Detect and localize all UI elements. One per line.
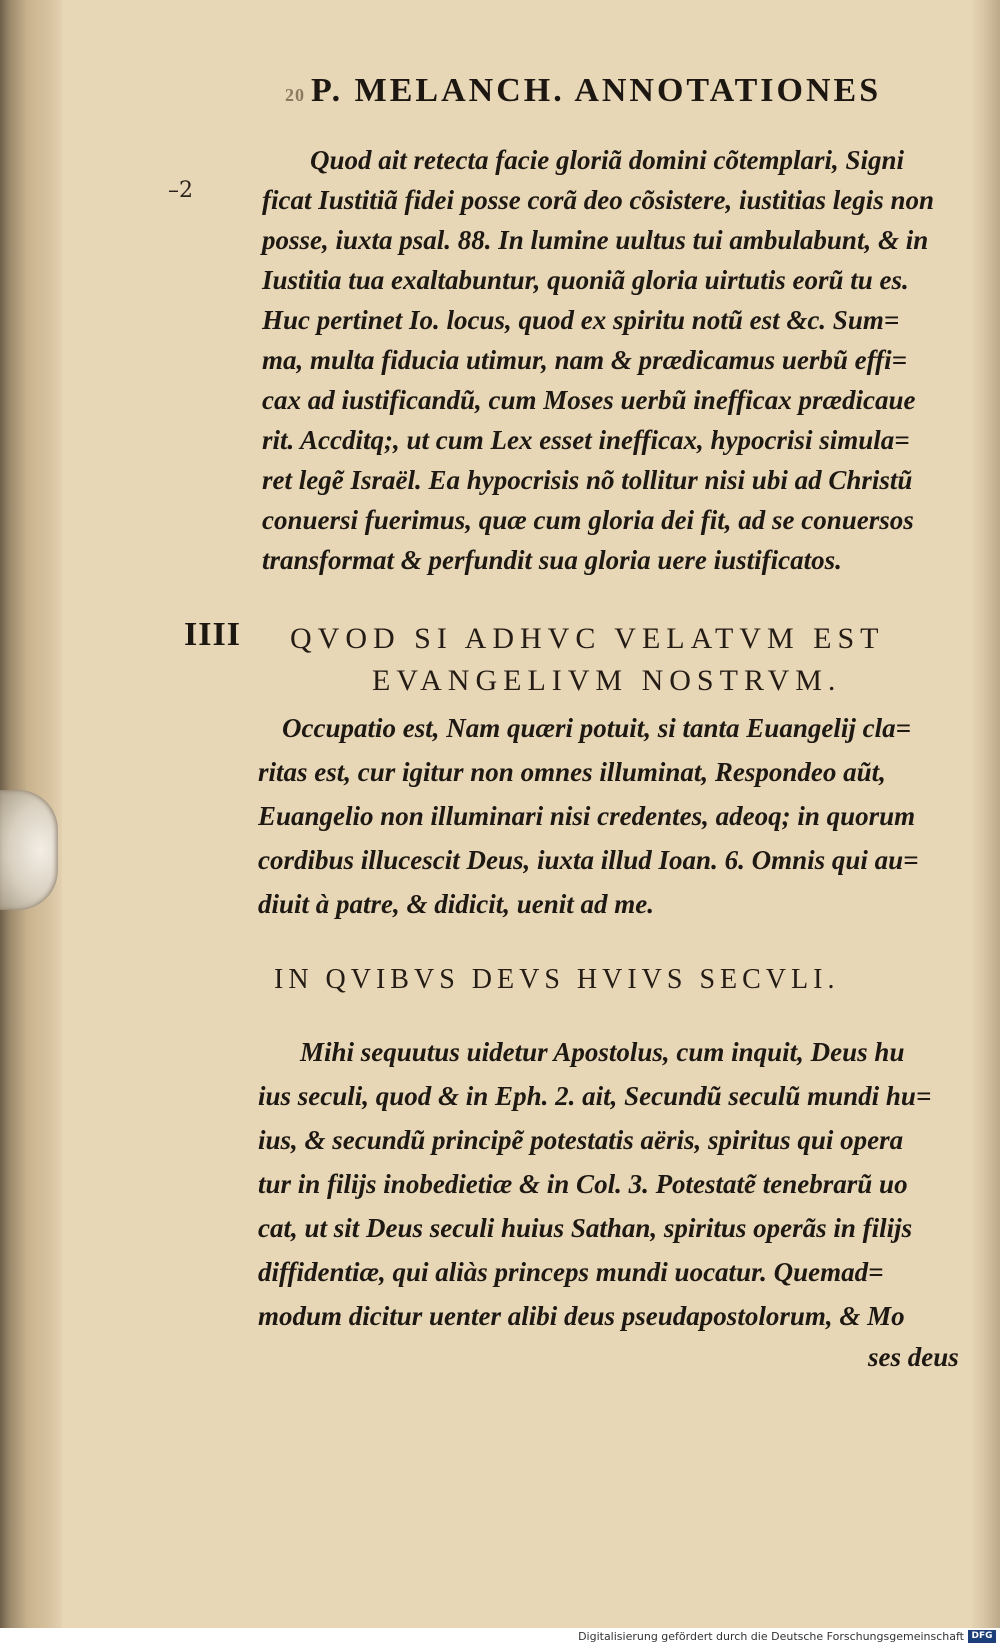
text-line: conuersi fuerimus, quæ cum gloria dei fit, ad se conuersos bbox=[262, 505, 914, 535]
text-line: ret legẽ Israël. Ea hypocrisis nõ tollitur nisi ubi ad Christũ bbox=[262, 465, 913, 495]
dfg-logo: DFG bbox=[968, 1630, 996, 1643]
text-line: ritas est, cur igitur non omnes illuminat, Respondeo aũt, bbox=[258, 757, 886, 787]
text-line: diffidentiæ, qui aliàs princeps mundi uocatur. Quemad= bbox=[258, 1257, 884, 1287]
clasp-shadow bbox=[0, 790, 58, 910]
footer-credit: Digitalisierung gefördert durch die Deutsche Forschungsgemeinschaft bbox=[578, 1630, 964, 1643]
text-line: ius seculi, quod & in Eph. 2. ait, Secundũ seculũ mundi hu= bbox=[258, 1081, 932, 1111]
text-line: ius, & secundũ principẽ potestatis aëris, spiritus qui opera bbox=[258, 1125, 904, 1155]
text-line: diuit à patre, & didicit, uenit ad me. bbox=[258, 889, 655, 919]
page-number: 20 bbox=[285, 85, 305, 105]
text-line: rit. Accditq;, ut cum Lex esset inefficax, hypocrisi simula= bbox=[262, 425, 910, 455]
text-line: transformat & perfundit sua gloria uere iustificatos. bbox=[262, 545, 842, 575]
text-line: Mihi sequutus uidetur Apostolus, cum inquit, Deus hu bbox=[300, 1037, 905, 1067]
text-line: cat, ut sit Deus seculi huius Sathan, spiritus operãs in filijs bbox=[258, 1213, 913, 1243]
footer-bar bbox=[0, 1628, 1000, 1646]
lemma-2: IN QVIBVS DEVS HVIVS SECVLI. bbox=[274, 964, 840, 995]
text-line: ma, multa fiducia utimur, nam & prædicamus uerbũ effi= bbox=[262, 345, 907, 375]
page-edge-right bbox=[972, 0, 1000, 1628]
text-line: cordibus illucescit Deus, iuxta illud Ioan. 6. Omnis qui au= bbox=[258, 845, 919, 875]
lemma-line: EVANGELIVM NOSTRVM. bbox=[372, 664, 842, 697]
text-line: tur in filijs inobedietiæ & in Col. 3. Potestatẽ tenebrarũ uo bbox=[258, 1169, 908, 1199]
running-title: P. MELANCH. ANNOTATIONES bbox=[311, 72, 882, 109]
running-header bbox=[285, 72, 925, 122]
text-line: Occupatio est, Nam quæri potuit, si tanta Euangelij cla= bbox=[282, 713, 911, 743]
text-line: posse, iuxta psal. 88. In lumine uultus tui ambulabunt, & in bbox=[262, 225, 929, 255]
section-number: IIII bbox=[184, 616, 241, 653]
text-line: modum dicitur uenter alibi deus pseudapostolorum, & Mo bbox=[258, 1301, 905, 1331]
text-line: Euangelio non illuminari nisi credentes, adeoq; in quorum bbox=[258, 801, 916, 831]
catchword: ses deus bbox=[868, 1342, 959, 1372]
lemma-line: QVOD SI ADHVC VELATVM EST bbox=[290, 622, 885, 655]
margin-mark: –2 bbox=[168, 178, 193, 203]
text-line: ficat Iustitiã fidei posse corã deo cõsistere, iustitias legis non bbox=[262, 185, 935, 215]
text-line: Iustitia tua exaltabuntur, quoniã gloria uirtutis eorũ tu es. bbox=[262, 265, 909, 295]
text-line: cax ad iustificandũ, cum Moses uerbũ inefficax prædicaue bbox=[262, 385, 916, 415]
text-line: Quod ait retecta facie gloriã domini cõtemplari, Signi bbox=[310, 145, 904, 175]
text-line: Huc pertinet Io. locus, quod ex spiritu notũ est &c. Sum= bbox=[262, 305, 900, 335]
